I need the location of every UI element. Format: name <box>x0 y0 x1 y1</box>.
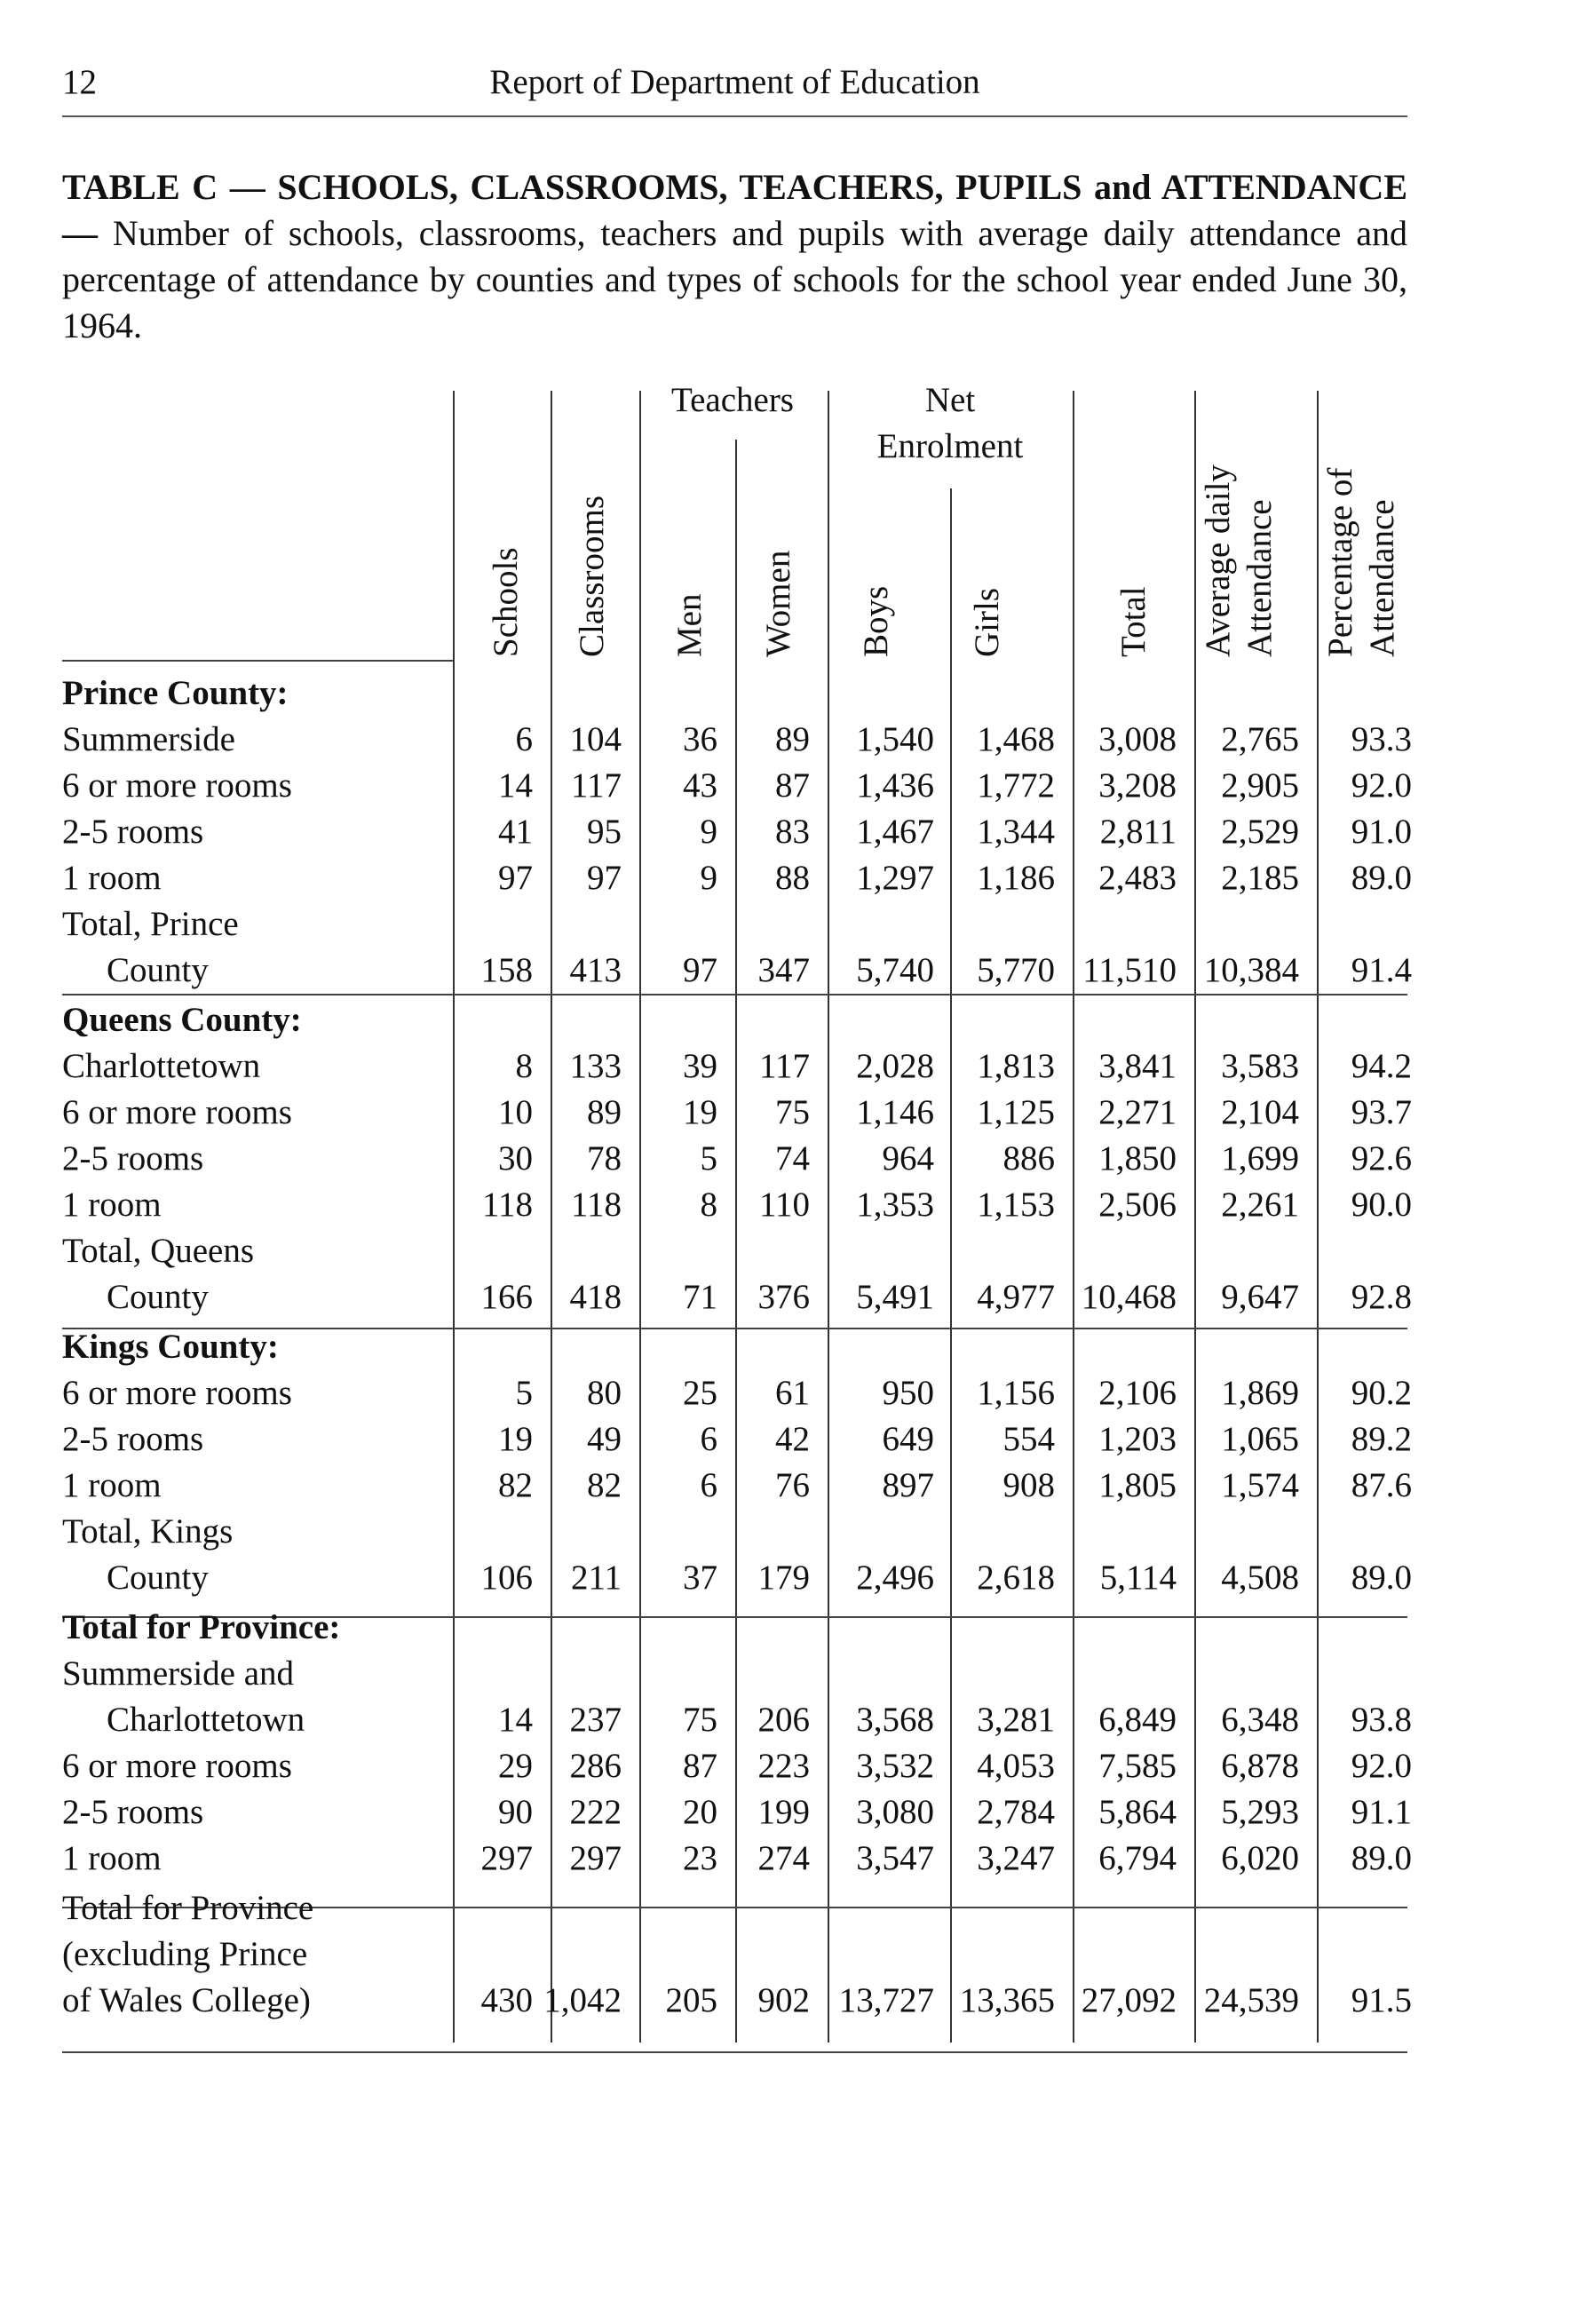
col-header-women: Women <box>759 550 797 657</box>
col-header-girls: Girls <box>968 588 1006 657</box>
table-row <box>62 1885 1412 1931</box>
table-cell: 6,794 <box>1098 1839 1177 1877</box>
table-cell: 418 <box>569 1278 622 1316</box>
table-row <box>62 763 1412 809</box>
table-cell: 30 <box>498 1139 533 1178</box>
table-cell: 2,765 <box>1221 720 1299 758</box>
table-cell: 92.0 <box>1351 766 1412 805</box>
table-cell: 3,281 <box>977 1701 1055 1739</box>
table-cell: 3,568 <box>856 1701 934 1739</box>
table-cell: 9 <box>700 813 717 851</box>
table-row <box>62 948 1412 994</box>
table-cell: 39 <box>683 1047 717 1085</box>
table-cell: 6 <box>515 720 533 758</box>
table-row <box>62 1090 1412 1136</box>
table-row <box>62 1370 1412 1416</box>
table-cell: 19 <box>683 1093 717 1131</box>
table-cell: 166 <box>480 1278 533 1316</box>
table-cell: 2,905 <box>1221 766 1299 805</box>
row-label: 1 room <box>62 1186 162 1224</box>
table-cell: 41 <box>498 813 533 851</box>
table-row <box>62 1182 1412 1228</box>
rule-h <box>62 994 1407 995</box>
row-label: 6 or more rooms <box>62 1093 292 1131</box>
table-cell: 2,618 <box>977 1559 1055 1597</box>
table-cell: 1,344 <box>977 813 1055 851</box>
col-header-schools: Schools <box>487 547 525 657</box>
table-cell: 118 <box>481 1186 533 1224</box>
table-cell: 36 <box>683 720 717 758</box>
table-cell: 2,185 <box>1221 859 1299 897</box>
table-cell: 14 <box>498 1701 533 1739</box>
row-label: Prince County: <box>62 674 289 712</box>
table-row <box>62 1789 1412 1836</box>
caption-title: TABLE C — SCHOOLS, CLASSROOMS, TEACHERS, PUPILS and ATTENDANCE — <box>62 167 1407 253</box>
table-cell: 223 <box>757 1747 810 1785</box>
caption-text: Number of schools, classrooms, teachers and pupils with average daily attendance and percentage of attendance by counties and types of schools for the school year ended June 30, 1964. <box>62 213 1408 345</box>
table-cell: 75 <box>683 1701 717 1739</box>
row-label: Total for Province: <box>62 1608 341 1646</box>
table-cell: 82 <box>498 1466 533 1504</box>
table-row <box>62 1651 1412 1697</box>
row-label: 6 or more rooms <box>62 1747 292 1785</box>
table-cell: 1,297 <box>856 859 934 897</box>
row-label: Total, Queens <box>62 1232 255 1270</box>
row-label: of Wales College) <box>62 1981 311 2019</box>
table-cell: 1,125 <box>977 1093 1055 1131</box>
col-header-total: Total <box>1114 586 1153 657</box>
table-row <box>62 1136 1412 1182</box>
table-cell: 6,878 <box>1221 1747 1299 1785</box>
table-cell: 3,247 <box>977 1839 1055 1877</box>
table-cell: 89.2 <box>1351 1420 1412 1458</box>
table-cell: 2,506 <box>1098 1186 1177 1224</box>
table-cell: 199 <box>757 1793 810 1831</box>
table-cell: 10 <box>498 1093 533 1131</box>
table-cell: 430 <box>480 1981 533 2019</box>
table-row <box>62 670 1412 717</box>
table-row <box>62 901 1412 948</box>
row-label: 1 room <box>62 1839 162 1877</box>
table-cell: 237 <box>569 1701 622 1739</box>
col-header-avg-line2: Attendance <box>1240 499 1279 657</box>
table-cell: 91.0 <box>1351 813 1412 851</box>
row-label: Total, Kings <box>62 1512 234 1551</box>
table-cell: 286 <box>569 1747 622 1785</box>
table-caption <box>62 164 1407 349</box>
table-cell: 1,468 <box>977 720 1055 758</box>
table-cell: 1,353 <box>856 1186 934 1224</box>
table-cell: 93.7 <box>1351 1093 1412 1131</box>
table-cell: 20 <box>683 1793 717 1831</box>
table-cell: 24,539 <box>1203 1981 1299 2019</box>
col-header-classrooms: Classrooms <box>573 495 611 657</box>
table-cell: 89 <box>587 1093 622 1131</box>
table-cell: 5,864 <box>1098 1793 1177 1831</box>
row-label: 2-5 rooms <box>62 1420 204 1458</box>
table-cell: 83 <box>775 813 810 851</box>
table-cell: 908 <box>1002 1466 1055 1504</box>
table-cell: 106 <box>480 1559 533 1597</box>
table-cell: 82 <box>587 1466 622 1504</box>
row-label: 2-5 rooms <box>62 1139 204 1178</box>
table-row <box>62 1605 1412 1651</box>
table-cell: 222 <box>569 1793 622 1831</box>
table-cell: 4,977 <box>977 1278 1055 1316</box>
table-cell: 211 <box>570 1559 622 1597</box>
table-cell: 554 <box>1002 1420 1055 1458</box>
col-header-boys: Boys <box>857 585 895 657</box>
table-row <box>62 1463 1412 1509</box>
table-cell: 43 <box>683 766 717 805</box>
table-row <box>62 1043 1412 1090</box>
table-cell: 4,508 <box>1221 1559 1299 1597</box>
table-cell: 42 <box>775 1420 810 1458</box>
table-cell: 92.8 <box>1351 1278 1412 1316</box>
table-cell: 7,585 <box>1098 1747 1177 1785</box>
table-cell: 1,156 <box>977 1374 1055 1412</box>
table-cell: 3,547 <box>856 1839 934 1877</box>
row-label: 1 room <box>62 1466 162 1504</box>
table-cell: 2,811 <box>1099 813 1177 851</box>
data-table <box>0 377 1577 2065</box>
enrolment-group-header-line1: Net <box>924 381 976 419</box>
table-cell: 1,699 <box>1221 1139 1299 1178</box>
table-row <box>62 1978 1412 2024</box>
table-cell: 14 <box>498 766 533 805</box>
table-row <box>62 717 1412 763</box>
table-cell: 76 <box>775 1466 810 1504</box>
table-row <box>62 1416 1412 1463</box>
table-row <box>62 1228 1412 1274</box>
table-cell: 413 <box>569 951 622 989</box>
table-cell: 274 <box>757 1839 810 1877</box>
table-cell: 3,532 <box>856 1747 934 1785</box>
table-cell: 2,496 <box>856 1559 934 1597</box>
row-label: 1 room <box>62 859 162 897</box>
table-row <box>62 997 1412 1043</box>
table-cell: 89.0 <box>1351 1839 1412 1877</box>
table-cell: 91.4 <box>1351 951 1412 989</box>
table-cell: 2,271 <box>1098 1093 1177 1131</box>
row-label: Summerside <box>62 720 235 758</box>
table-cell: 950 <box>882 1374 934 1412</box>
table-cell: 3,583 <box>1221 1047 1299 1085</box>
table-cell: 27,092 <box>1081 1981 1177 2019</box>
table-cell: 89.0 <box>1351 1559 1412 1597</box>
table-cell: 93.3 <box>1351 720 1412 758</box>
table-cell: 902 <box>757 1981 810 2019</box>
table-cell: 23 <box>683 1839 717 1877</box>
table-cell: 347 <box>757 951 810 989</box>
col-header-avg-line1: Average daily <box>1199 464 1237 657</box>
table-cell: 2,104 <box>1221 1093 1299 1131</box>
table-row <box>62 1555 1412 1601</box>
table-cell: 297 <box>569 1839 622 1877</box>
table-cell: 92.0 <box>1351 1747 1412 1785</box>
table-cell: 93.8 <box>1351 1701 1412 1739</box>
col-header-men: Men <box>670 593 709 657</box>
row-label: Kings County: <box>62 1328 279 1366</box>
table-cell: 91.5 <box>1351 1981 1412 2019</box>
table-row <box>62 1931 1412 1978</box>
row-label: Total for Province <box>62 1889 314 1927</box>
table-cell: 75 <box>775 1093 810 1131</box>
table-row <box>62 1836 1412 1882</box>
table-row <box>62 1324 1412 1370</box>
teachers-group-header: Teachers <box>670 381 794 419</box>
table-cell: 4,053 <box>977 1747 1055 1785</box>
table-row <box>62 1274 1412 1321</box>
table-cell: 5,114 <box>1099 1559 1177 1597</box>
table-cell: 1,540 <box>856 720 934 758</box>
col-header-pct-line2: Attendance <box>1363 499 1401 657</box>
enrolment-group-header-line2: Enrolment <box>876 427 1024 465</box>
table-cell: 2,028 <box>856 1047 934 1085</box>
table-row <box>62 1743 1412 1789</box>
table-cell: 1,850 <box>1098 1139 1177 1178</box>
table-cell: 9,647 <box>1221 1278 1299 1316</box>
table-cell: 19 <box>498 1420 533 1458</box>
table-cell: 6 <box>700 1420 717 1458</box>
table-cell: 80 <box>587 1374 622 1412</box>
table-cell: 3,841 <box>1098 1047 1177 1085</box>
table-cell: 2,784 <box>977 1793 1055 1831</box>
row-label: County <box>107 951 209 989</box>
table-cell: 87.6 <box>1351 1466 1412 1504</box>
col-header-pct-line1: Percentage of <box>1321 467 1359 657</box>
table-cell: 13,727 <box>838 1981 934 2019</box>
row-label: (excluding Prince <box>62 1935 308 1973</box>
table-cell: 89 <box>775 720 810 758</box>
table-cell: 5,740 <box>856 951 934 989</box>
rule-h <box>62 660 453 662</box>
table-cell: 886 <box>1002 1139 1055 1178</box>
table-cell: 92.6 <box>1351 1139 1412 1178</box>
table-cell: 97 <box>683 951 717 989</box>
table-cell: 649 <box>882 1420 934 1458</box>
table-cell: 2,261 <box>1221 1186 1299 1224</box>
table-cell: 1,869 <box>1221 1374 1299 1412</box>
table-cell: 87 <box>775 766 810 805</box>
table-cell: 1,436 <box>856 766 934 805</box>
table-cell: 10,468 <box>1081 1278 1177 1316</box>
row-label: 6 or more rooms <box>62 766 292 805</box>
table-cell: 90.0 <box>1351 1186 1412 1224</box>
table-cell: 1,186 <box>977 859 1055 897</box>
row-label: Charlottetown <box>107 1701 305 1739</box>
table-cell: 90.2 <box>1351 1374 1412 1412</box>
table-cell: 8 <box>700 1186 717 1224</box>
table-cell: 2,106 <box>1098 1374 1177 1412</box>
table-cell: 376 <box>757 1278 810 1316</box>
table-cell: 5 <box>700 1139 717 1178</box>
table-cell: 1,203 <box>1098 1420 1177 1458</box>
table-cell: 158 <box>480 951 533 989</box>
table-cell: 1,065 <box>1221 1420 1299 1458</box>
table-cell: 6,348 <box>1221 1701 1299 1739</box>
table-cell: 110 <box>758 1186 810 1224</box>
table-row <box>62 809 1412 855</box>
table-cell: 74 <box>775 1139 810 1178</box>
table-cell: 3,080 <box>856 1793 934 1831</box>
table-cell: 1,153 <box>977 1186 1055 1224</box>
table-cell: 1,042 <box>543 1981 622 2019</box>
table-cell: 95 <box>587 813 622 851</box>
row-label: County <box>107 1278 209 1316</box>
table-cell: 89.0 <box>1351 859 1412 897</box>
table-cell: 10,384 <box>1203 951 1299 989</box>
table-cell: 205 <box>665 1981 717 2019</box>
table-cell: 29 <box>498 1747 533 1785</box>
table-cell: 179 <box>757 1559 810 1597</box>
row-label: Summerside and <box>62 1654 295 1693</box>
table-cell: 5,491 <box>856 1278 934 1316</box>
table-cell: 71 <box>683 1278 717 1316</box>
table-cell: 94.2 <box>1351 1047 1412 1085</box>
table-cell: 2,529 <box>1221 813 1299 851</box>
table-row <box>62 1509 1412 1555</box>
table-cell: 97 <box>498 859 533 897</box>
table-cell: 8 <box>515 1047 533 1085</box>
table-cell: 87 <box>683 1747 717 1785</box>
table-cell: 1,805 <box>1098 1466 1177 1504</box>
table-cell: 897 <box>882 1466 934 1504</box>
table-cell: 6 <box>700 1466 717 1504</box>
table-cell: 97 <box>587 859 622 897</box>
table-cell: 964 <box>882 1139 934 1178</box>
table-cell: 11,510 <box>1082 951 1177 989</box>
row-label: 2-5 rooms <box>62 1793 204 1831</box>
row-label: 2-5 rooms <box>62 813 204 851</box>
table-cell: 1,813 <box>977 1047 1055 1085</box>
table-cell: 5 <box>515 1374 533 1412</box>
table-cell: 78 <box>587 1139 622 1178</box>
table-cell: 25 <box>683 1374 717 1412</box>
table-cell: 1,574 <box>1221 1466 1299 1504</box>
table-cell: 133 <box>569 1047 622 1085</box>
table-cell: 49 <box>587 1420 622 1458</box>
table-cell: 6,020 <box>1221 1839 1299 1877</box>
table-cell: 88 <box>775 859 810 897</box>
table-cell: 117 <box>758 1047 810 1085</box>
table-cell: 118 <box>570 1186 622 1224</box>
table-cell: 13,365 <box>959 1981 1055 2019</box>
table-cell: 90 <box>498 1793 533 1831</box>
table-cell: 61 <box>775 1374 810 1412</box>
table-cell: 6,849 <box>1098 1701 1177 1739</box>
table-row <box>62 1697 1412 1743</box>
row-label: Total, Prince <box>62 905 239 943</box>
table-cell: 3,208 <box>1098 766 1177 805</box>
row-label: 6 or more rooms <box>62 1374 292 1412</box>
running-title: Report of Department of Education <box>489 63 980 101</box>
table-cell: 1,146 <box>856 1093 934 1131</box>
page-header <box>62 62 1407 117</box>
row-label: Charlottetown <box>62 1047 261 1085</box>
table-cell: 3,008 <box>1098 720 1177 758</box>
table-cell: 5,770 <box>977 951 1055 989</box>
table-cell: 2,483 <box>1098 859 1177 897</box>
table-row <box>62 855 1412 901</box>
table-cell: 1,467 <box>856 813 934 851</box>
table-cell: 9 <box>700 859 717 897</box>
row-label: County <box>107 1559 209 1597</box>
table-cell: 117 <box>570 766 622 805</box>
table-cell: 5,293 <box>1221 1793 1299 1831</box>
row-label: Queens County: <box>62 1001 302 1039</box>
table-cell: 91.1 <box>1351 1793 1412 1831</box>
table-cell: 104 <box>569 720 622 758</box>
rule-h <box>62 2051 1407 2053</box>
page-number: 12 <box>62 63 97 101</box>
table-cell: 297 <box>480 1839 533 1877</box>
table-cell: 1,772 <box>977 766 1055 805</box>
table-cell: 37 <box>683 1559 717 1597</box>
table-cell: 206 <box>757 1701 810 1739</box>
